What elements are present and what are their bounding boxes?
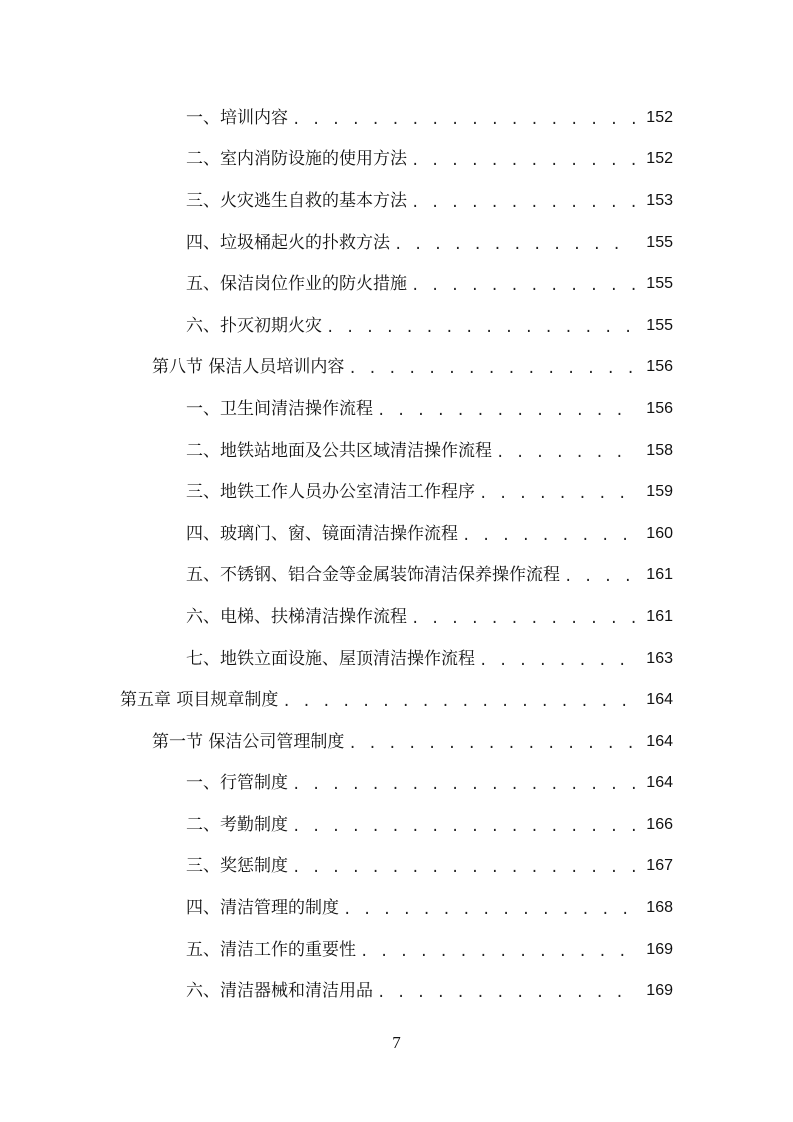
dot-leader bbox=[479, 651, 635, 671]
dot-leader bbox=[479, 484, 635, 504]
dot-leader bbox=[292, 110, 635, 130]
toc-entry-page: 161 bbox=[646, 566, 673, 584]
toc-section-entry[interactable] bbox=[0, 721, 793, 763]
page-number: 7 bbox=[392, 1033, 401, 1052]
dot-leader bbox=[377, 983, 635, 1003]
toc-entry-title: 六、清洁器械和清洁用品 bbox=[186, 981, 373, 1002]
toc-entry-page: 159 bbox=[646, 483, 673, 501]
toc-chapter-entry[interactable] bbox=[0, 679, 793, 721]
toc-entry-page: 169 bbox=[646, 982, 673, 1000]
toc-entry-page: 158 bbox=[646, 441, 673, 459]
toc-entry-title: 五、清洁工作的重要性 bbox=[186, 939, 356, 960]
toc-entry-title: 一、行管制度 bbox=[186, 773, 288, 794]
dot-leader bbox=[326, 318, 635, 338]
toc-entry-title: 六、扑灭初期火灾 bbox=[186, 315, 322, 336]
toc-entry[interactable] bbox=[0, 305, 793, 347]
toc-entry-title: 四、玻璃门、窗、镜面清洁操作流程 bbox=[186, 523, 458, 544]
dot-leader bbox=[411, 193, 635, 213]
toc-entry-page: 164 bbox=[646, 691, 673, 709]
toc-entry[interactable] bbox=[0, 388, 793, 430]
toc-entry[interactable] bbox=[0, 180, 793, 222]
dot-leader bbox=[292, 858, 635, 878]
toc-entry-title: 三、火灾逃生自救的基本方法 bbox=[186, 190, 407, 211]
toc-entry-title: 四、清洁管理的制度 bbox=[186, 898, 339, 919]
toc-entry-title: 一、培训内容 bbox=[186, 107, 288, 128]
toc-entry-title: 第八节 保洁人员培训内容 bbox=[152, 357, 345, 378]
toc-entry-page: 152 bbox=[646, 150, 673, 168]
toc-entry-title: 二、地铁站地面及公共区域清洁操作流程 bbox=[186, 440, 492, 461]
toc-entry-title: 六、电梯、扶梯清洁操作流程 bbox=[186, 606, 407, 627]
toc-entry[interactable] bbox=[0, 804, 793, 846]
toc-entry-page: 169 bbox=[646, 940, 673, 958]
toc-entry-page: 153 bbox=[646, 191, 673, 209]
toc-entry[interactable] bbox=[0, 139, 793, 181]
dot-leader bbox=[292, 817, 635, 837]
dot-leader bbox=[496, 443, 635, 463]
dot-leader bbox=[348, 359, 635, 379]
dot-leader bbox=[360, 942, 635, 962]
toc-entry-page: 164 bbox=[646, 774, 673, 792]
toc-entry[interactable] bbox=[0, 513, 793, 555]
dot-leader bbox=[377, 401, 635, 421]
toc-entry-page: 161 bbox=[646, 607, 673, 625]
toc-entry[interactable] bbox=[0, 929, 793, 971]
dot-leader bbox=[411, 151, 635, 171]
toc-entry[interactable] bbox=[0, 555, 793, 597]
toc-entry-title: 三、地铁工作人员办公室清洁工作程序 bbox=[186, 482, 475, 503]
toc-entry[interactable] bbox=[0, 970, 793, 1012]
toc-entry-page: 164 bbox=[646, 732, 673, 750]
dot-leader bbox=[292, 775, 635, 795]
toc-entry[interactable] bbox=[0, 263, 793, 305]
dot-leader bbox=[411, 276, 635, 296]
toc-entry[interactable] bbox=[0, 638, 793, 680]
toc-entry-title: 七、地铁立面设施、屋顶清洁操作流程 bbox=[186, 648, 475, 669]
toc-entry-page: 156 bbox=[646, 358, 673, 376]
toc-entry-title: 第一节 保洁公司管理制度 bbox=[152, 731, 345, 752]
toc-entry-title: 五、保洁岗位作业的防火措施 bbox=[186, 274, 407, 295]
toc-entry-page: 156 bbox=[646, 399, 673, 417]
toc-entry-page: 163 bbox=[646, 649, 673, 667]
toc-entry-page: 160 bbox=[646, 524, 673, 542]
toc-entry-title: 第五章 项目规章制度 bbox=[120, 690, 279, 711]
toc-entry-page: 155 bbox=[646, 316, 673, 334]
toc-entry-title: 一、卫生间清洁操作流程 bbox=[186, 398, 373, 419]
dot-leader bbox=[462, 526, 635, 546]
toc-entry-title: 四、垃圾桶起火的扑救方法 bbox=[186, 232, 390, 253]
toc-entry-title: 五、不锈钢、铝合金等金属装饰清洁保养操作流程 bbox=[186, 565, 560, 586]
toc-entry[interactable] bbox=[0, 97, 793, 139]
toc-entry-title: 二、考勤制度 bbox=[186, 814, 288, 835]
dot-leader bbox=[348, 734, 635, 754]
toc-entry-page: 152 bbox=[646, 108, 673, 126]
table-of-contents bbox=[0, 97, 793, 1012]
toc-entry-page: 155 bbox=[646, 275, 673, 293]
dot-leader bbox=[282, 692, 635, 712]
toc-entry[interactable] bbox=[0, 430, 793, 472]
dot-leader bbox=[411, 609, 635, 629]
toc-entry[interactable] bbox=[0, 222, 793, 264]
toc-entry-page: 167 bbox=[646, 857, 673, 875]
dot-leader bbox=[564, 567, 635, 587]
toc-entry-title: 二、室内消防设施的使用方法 bbox=[186, 149, 407, 170]
toc-entry-page: 155 bbox=[646, 233, 673, 251]
toc-entry[interactable] bbox=[0, 471, 793, 513]
toc-entry-page: 166 bbox=[646, 815, 673, 833]
toc-entry[interactable] bbox=[0, 846, 793, 888]
toc-entry[interactable] bbox=[0, 596, 793, 638]
toc-entry-title: 三、奖惩制度 bbox=[186, 856, 288, 877]
toc-entry-page: 168 bbox=[646, 899, 673, 917]
toc-section-entry[interactable] bbox=[0, 347, 793, 389]
dot-leader bbox=[394, 235, 635, 255]
toc-entry[interactable] bbox=[0, 763, 793, 805]
toc-entry[interactable] bbox=[0, 887, 793, 929]
dot-leader bbox=[343, 900, 635, 920]
